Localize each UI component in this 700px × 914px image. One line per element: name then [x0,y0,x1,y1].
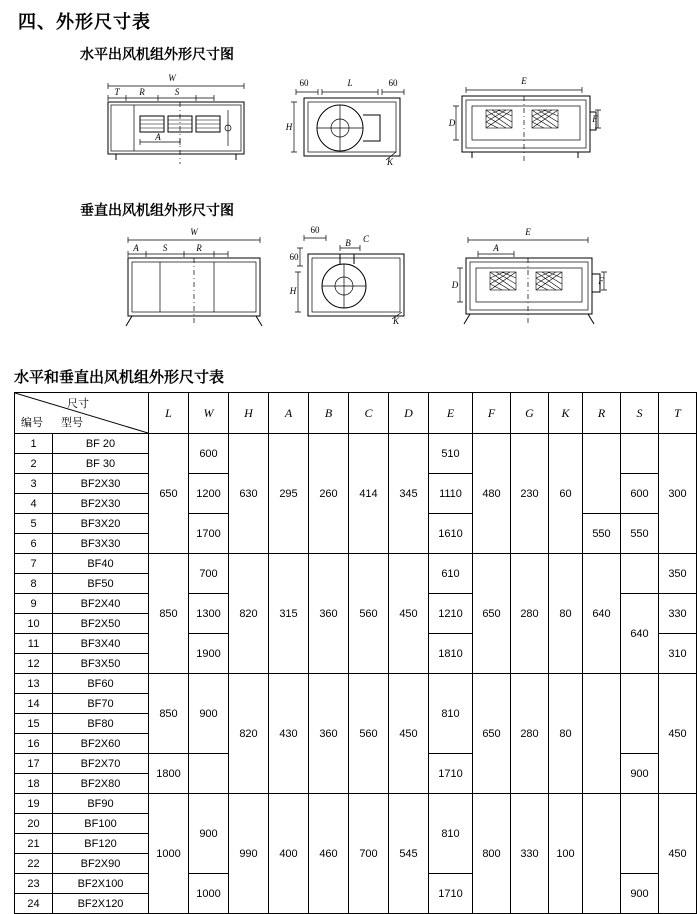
cell-no: 15 [15,714,53,734]
cell-R-empty [583,794,621,914]
cell-no: 13 [15,674,53,694]
cell-D: 450 [389,674,429,794]
cell-W-empty [189,754,229,794]
svg-text:B: B [345,238,351,248]
table-row [15,434,697,454]
cell-T: 310 [659,634,697,674]
cell-H: 630 [229,434,269,554]
svg-text:R: R [196,243,202,253]
cell-A: 295 [269,434,309,554]
cell-E: 1810 [429,634,473,674]
cell-model: BF2X90 [53,854,149,874]
cell-T: 450 [659,794,697,914]
table-row [15,554,697,574]
dimensions-table-wrapper [14,392,686,914]
cell-no: 24 [15,894,53,914]
cell-W: 1200 [189,474,229,514]
header-col-C: C [349,393,389,434]
svg-text:E: E [521,76,527,86]
cell-no: 11 [15,634,53,654]
svg-text:F: F [592,114,598,124]
cell-no: 19 [15,794,53,814]
cell-W: 1000 [189,874,229,914]
cell-T: 450 [659,674,697,794]
figure-vertical-side [288,222,428,342]
cell-no: 23 [15,874,53,894]
svg-text:60: 60 [289,252,299,262]
cell-L: 850 [149,554,189,674]
cell-F: 650 [473,674,511,794]
figure-vertical-rear [450,222,620,342]
svg-text:H: H [285,122,293,132]
cell-H: 820 [229,554,269,674]
figure-caption-vertical: 垂直出风机组外形尺寸图 [80,202,234,218]
table-row [15,674,697,694]
cell-S: 900 [621,874,659,914]
cell-S-empty [621,794,659,874]
header-corner-cell [15,393,149,434]
cell-C: 560 [349,674,389,794]
figure-row-horizontal [0,68,700,188]
cell-no: 10 [15,614,53,634]
cell-F: 480 [473,434,511,554]
cell-D: 545 [389,794,429,914]
header-col-G: G [511,393,549,434]
cell-L: 650 [149,434,189,554]
cell-model: BF2X100 [53,874,149,894]
header-col-W: W [189,393,229,434]
cell-no: 21 [15,834,53,854]
cell-G: 230 [511,434,549,554]
cell-L: 1800 [149,754,189,794]
svg-text:S: S [174,87,180,97]
cell-model: BF3X50 [53,654,149,674]
page-title: 四、外形尺寸表 [18,12,151,32]
cell-C: 414 [349,434,389,554]
table-row [15,794,697,814]
cell-no: 4 [15,494,53,514]
svg-text:60: 60 [310,225,320,235]
cell-E: 1710 [429,874,473,914]
svg-text:K: K [386,157,394,167]
cell-no: 3 [15,474,53,494]
cell-model: BF 20 [53,434,149,454]
cell-W: 900 [189,794,229,874]
figure-horizontal-rear [448,68,608,178]
cell-model: BF2X40 [53,594,149,614]
cell-model: BF80 [53,714,149,734]
cell-F: 650 [473,554,511,674]
cell-no: 6 [15,534,53,554]
cell-model: BF120 [53,834,149,854]
cell-G: 280 [511,554,549,674]
svg-text:R: R [139,87,145,97]
svg-text:K: K [392,316,400,326]
cell-R-empty [583,674,621,794]
svg-text:F: F [598,276,604,286]
cell-C: 700 [349,794,389,914]
cell-D: 345 [389,434,429,554]
cell-no: 22 [15,854,53,874]
header-model-label: 型号 [61,417,83,429]
cell-B: 360 [309,674,349,794]
cell-A: 400 [269,794,309,914]
cell-model: BF3X20 [53,514,149,534]
table-header-row [15,393,697,434]
cell-E: 610 [429,554,473,594]
cell-model: BF2X30 [53,494,149,514]
header-col-S: S [621,393,659,434]
cell-no: 9 [15,594,53,614]
cell-S: 900 [621,754,659,794]
cell-E: 510 [429,434,473,474]
cell-E: 1110 [429,474,473,514]
cell-R: 550 [583,514,621,554]
cell-model: BF2X80 [53,774,149,794]
cell-T: 330 [659,594,697,634]
cell-R: 640 [583,554,621,674]
cell-S-empty [621,674,659,754]
cell-model: BF100 [53,814,149,834]
cell-no: 20 [15,814,53,834]
header-col-K: K [549,393,583,434]
cell-S-empty [621,554,659,594]
cell-A: 430 [269,674,309,794]
cell-W: 1900 [189,634,229,674]
figure-horizontal-side [282,68,422,178]
svg-text:W: W [190,227,198,237]
cell-no: 7 [15,554,53,574]
cell-no: 2 [15,454,53,474]
cell-model: BF 30 [53,454,149,474]
cell-W: 900 [189,674,229,754]
cell-E: 1210 [429,594,473,634]
cell-model: BF3X30 [53,534,149,554]
table-caption: 水平和垂直出风机组外形尺寸表 [14,369,225,386]
cell-S-empty [621,434,659,474]
figure-vertical-front [110,222,280,342]
header-col-B: B [309,393,349,434]
svg-text:A: A [493,243,499,253]
cell-E: 810 [429,794,473,874]
cell-F: 800 [473,794,511,914]
cell-W: 600 [189,434,229,474]
cell-no: 8 [15,574,53,594]
cell-B: 360 [309,554,349,674]
svg-text:S: S [162,243,168,253]
cell-no: 1 [15,434,53,454]
cell-E: 1710 [429,754,473,794]
cell-H: 990 [229,794,269,914]
cell-E: 1610 [429,514,473,554]
cell-A: 315 [269,554,309,674]
header-no-label: 编号 [21,417,43,429]
cell-S: 600 [621,474,659,514]
cell-no: 17 [15,754,53,774]
svg-text:A: A [155,132,161,142]
cell-K: 80 [549,554,583,674]
cell-K: 100 [549,794,583,914]
cell-model: BF3X40 [53,634,149,654]
svg-text:W: W [168,73,176,83]
cell-G: 330 [511,794,549,914]
cell-no: 18 [15,774,53,794]
svg-text:E: E [525,227,531,237]
cell-H: 820 [229,674,269,794]
figure-horizontal-front [96,68,256,178]
cell-model: BF2X60 [53,734,149,754]
cell-model: BF2X70 [53,754,149,774]
cell-no: 14 [15,694,53,714]
header-col-L: L [149,393,189,434]
cell-model: BF70 [53,694,149,714]
header-col-A: A [269,393,309,434]
cell-W: 1700 [189,514,229,554]
cell-L: 850 [149,674,189,754]
svg-text:D: D [448,118,456,128]
cell-B: 260 [309,434,349,554]
header-col-F: F [473,393,511,434]
figure-caption-horizontal: 水平出风机组外形尺寸图 [80,46,234,62]
cell-W: 1300 [189,594,229,634]
cell-R-empty [583,434,621,514]
cell-T: 300 [659,434,697,554]
svg-text:L: L [347,78,353,88]
svg-text:D: D [451,280,459,290]
cell-C: 560 [349,554,389,674]
header-col-D: D [389,393,429,434]
cell-no: 5 [15,514,53,534]
header-col-E: E [429,393,473,434]
cell-W: 700 [189,554,229,594]
header-col-T: T [659,393,697,434]
header-col-R: R [583,393,621,434]
svg-text:T: T [114,87,120,97]
cell-model: BF2X120 [53,894,149,914]
svg-text:H: H [289,286,297,296]
header-dim-label: 尺寸 [67,398,89,410]
svg-text:A: A [133,243,139,253]
cell-model: BF40 [53,554,149,574]
cell-L: 1000 [149,794,189,914]
svg-text:C: C [362,234,370,244]
cell-model: BF2X30 [53,474,149,494]
cell-S: 640 [621,594,659,674]
header-col-H: H [229,393,269,434]
cell-model: BF90 [53,794,149,814]
cell-B: 460 [309,794,349,914]
cell-S: 550 [621,514,659,554]
cell-model: BF60 [53,674,149,694]
dimensions-table [14,392,697,914]
svg-text:60: 60 [388,78,398,88]
cell-G: 280 [511,674,549,794]
cell-model: BF50 [53,574,149,594]
cell-K: 60 [549,434,583,554]
cell-model: BF2X50 [53,614,149,634]
cell-E: 810 [429,674,473,754]
cell-D: 450 [389,554,429,674]
figure-row-vertical [0,222,700,342]
cell-no: 16 [15,734,53,754]
svg-text:60: 60 [299,78,309,88]
cell-T: 350 [659,554,697,594]
cell-no: 12 [15,654,53,674]
cell-K: 80 [549,674,583,794]
